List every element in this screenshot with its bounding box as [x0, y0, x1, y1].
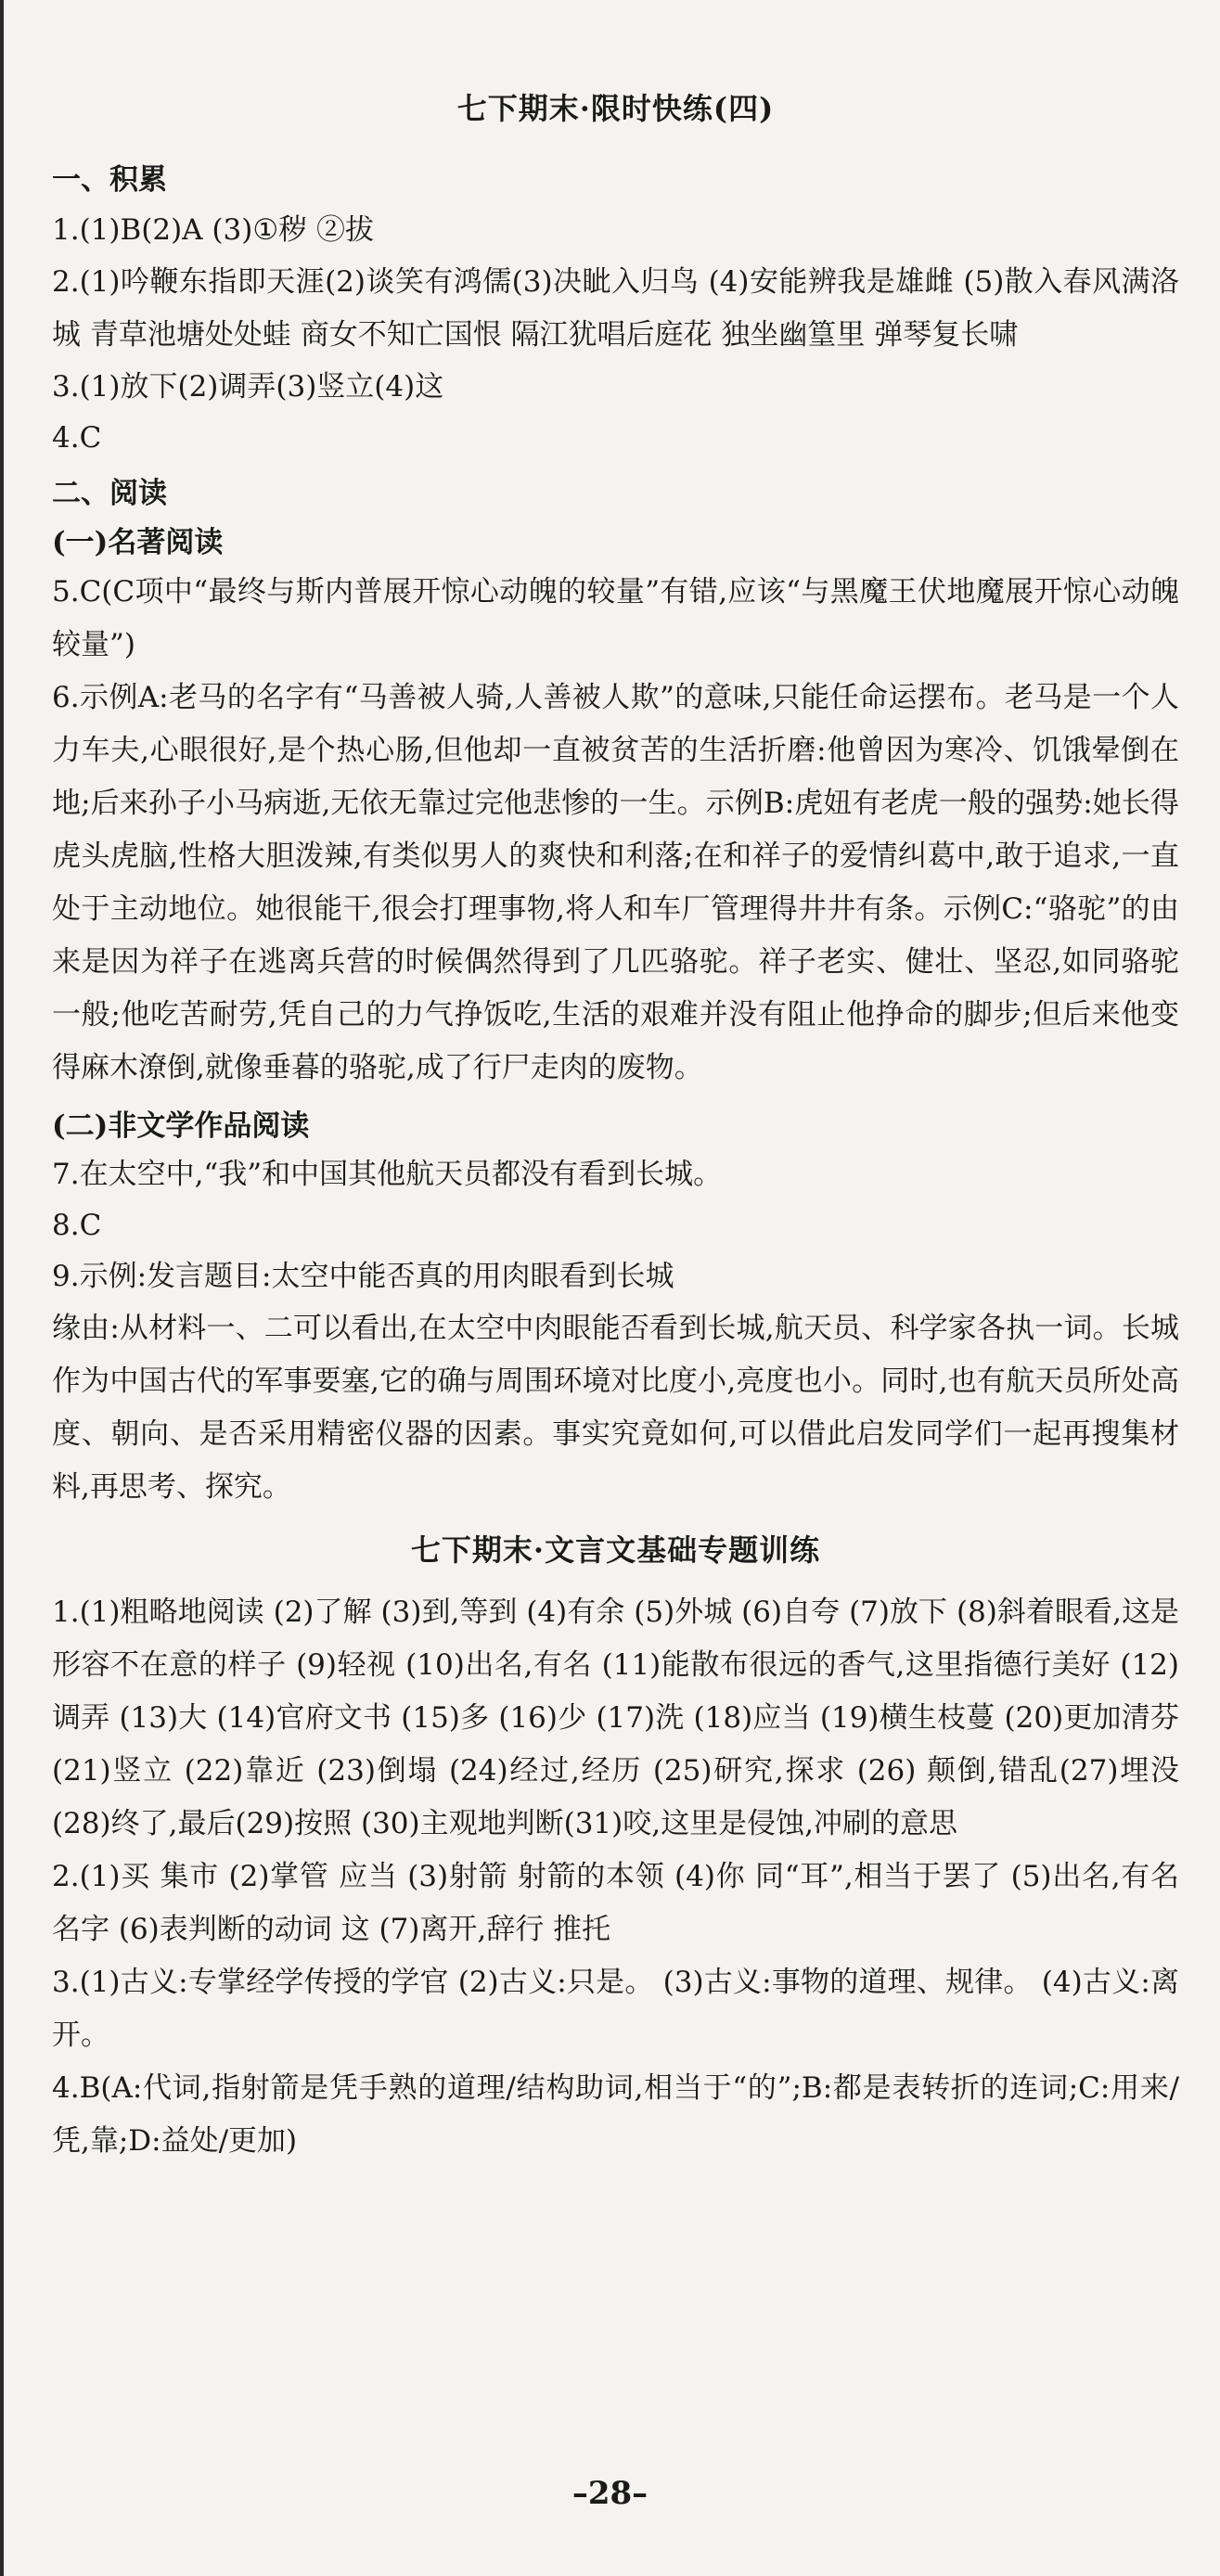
answer-q5: 5.C(C项中“最终与斯内普展开惊心动魄的较量”有错,应该“与黑魔王伏地魔展开惊心动魄较量”) — [52, 575, 1179, 661]
classical-answer-q2: 2.(1)买 集市 (2)掌管 应当 (3)射箭 射箭的本领 (4)你 同“耳”,相当于罢了 (5)出名,有名 名字 (6)表判断的动词 这 (7)离开,辞行 推托 — [52, 1860, 1179, 1946]
answer-q4: 4.C — [52, 421, 102, 455]
answer-content — [52, 85, 1179, 2168]
answer-q8: 8.C — [52, 1209, 102, 1242]
heading-reading: 二、阅读 — [52, 477, 167, 510]
answer-q2: 2.(1)吟鞭东指即天涯(2)谈笑有鸿儒(3)决眦入归鸟 (4)安能辨我是雄雌 (5)散入春风满洛城 青草池塘处处蛙 商女不知亡国恨 隔江犹唱后庭花 独坐幽篁里 弹琴复长啸 — [52, 265, 1179, 352]
subheading-classic-reading: (一)名著阅读 — [52, 526, 224, 559]
answer-q9-body: 缘由:从材料一、二可以看出,在太空中肉眼能否看到长城,航天员、科学家各执一词。长城作为中国古代的军事要塞,它的确与周围环境对比度小,亮度也小。同时,也有航天员所处高度、朝向、是否采用精密仪器的因素。事实究竟如何,可以借此启发同学们一起再搜集材料,再思考、探究。 — [52, 1312, 1179, 1504]
section-title-quick-practice: 七下期末·限时快练(四) — [456, 91, 775, 126]
heading-accumulation: 一、积累 — [52, 163, 167, 197]
page-number: –28– — [571, 2475, 649, 2512]
subheading-nonliterary-reading: (二)非文学作品阅读 — [52, 1109, 310, 1143]
answer-q1: 1.(1)B(2)A (3)①秽 ②拔 — [52, 213, 374, 247]
binding-edge — [0, 0, 4, 2576]
section-title-classical-chinese: 七下期末·文言文基础专题训练 — [410, 1532, 821, 1568]
answer-q3: 3.(1)放下(2)调弄(3)竖立(4)这 — [52, 370, 444, 404]
classical-answer-q4: 4.B(A:代词,指射箭是凭手熟的道理/结构助词,相当于“的”;B:都是表转折的连词;C:用来/凭,靠;D:益处/更加) — [52, 2071, 1179, 2158]
answer-q6: 6.示例A:老马的名字有“马善被人骑,人善被人欺”的意味,只能任命运摆布。老马是一个人力车夫,心眼很好,是个热心肠,但他却一直被贫苦的生活折磨:他曾因为寒冷、饥饿晕倒在地;后来孙子小马病逝,无依无靠过完他悲惨的一生。示例B:虎妞有老虎一般的强势:她长得虎头虎脑,性格大胆泼辣,有类似男人的爽快和利落;在和祥子的爱情纠葛中,敢于追求,一直处于主动地位。她很能干,很会打理事物,将人和车厂管理得井井有条。示例C:“骆驼”的由来是因为祥子在逃离兵营的时候偶然得到了几匹骆驼。祥子老实、健壮、坚忍,如同骆驼一般;他吃苦耐劳,凭自己的力气挣饭吃,生活的艰难并没有阻止他挣命的脚步;但后来他变得麻木潦倒,就像垂暮的骆驼,成了行尸走肉的废物。 — [52, 681, 1179, 1084]
classical-answer-q1: 1.(1)粗略地阅读 (2)了解 (3)到,等到 (4)有余 (5)外城 (6)自夸 (7)放下 (8)斜着眼看,这是形容不在意的样子 (9)轻视 (10)出名,有名 (11)能散布很远的香气,这里指德行美好 (12)调弄 (13)大 (14)官府文书 (15)多 (16)少 (17)洗 (18)应当 (19)横生枝蔓 (20)更加清芬 (21)竖立 (22)靠近 (23)倒塌 (24)经过,经历 (25)研究,探求 (26) 颠倒,错乱(27)埋没 (28)终了,最后(29)按照 (30)主观地判断(31)咬,这里是侵蚀,冲刷的意思 — [52, 1596, 1179, 1840]
classical-answer-q3: 3.(1)古义:专掌经学传授的学官 (2)古义:只是。 (3)古义:事物的道理、规律。 (4)古义:离开。 — [52, 1966, 1179, 2052]
answer-q9-title: 9.示例:发言题目:太空中能否真的用肉眼看到长城 — [52, 1260, 674, 1293]
answer-q7: 7.在太空中,“我”和中国其他航天员都没有看到长城。 — [52, 1158, 723, 1191]
